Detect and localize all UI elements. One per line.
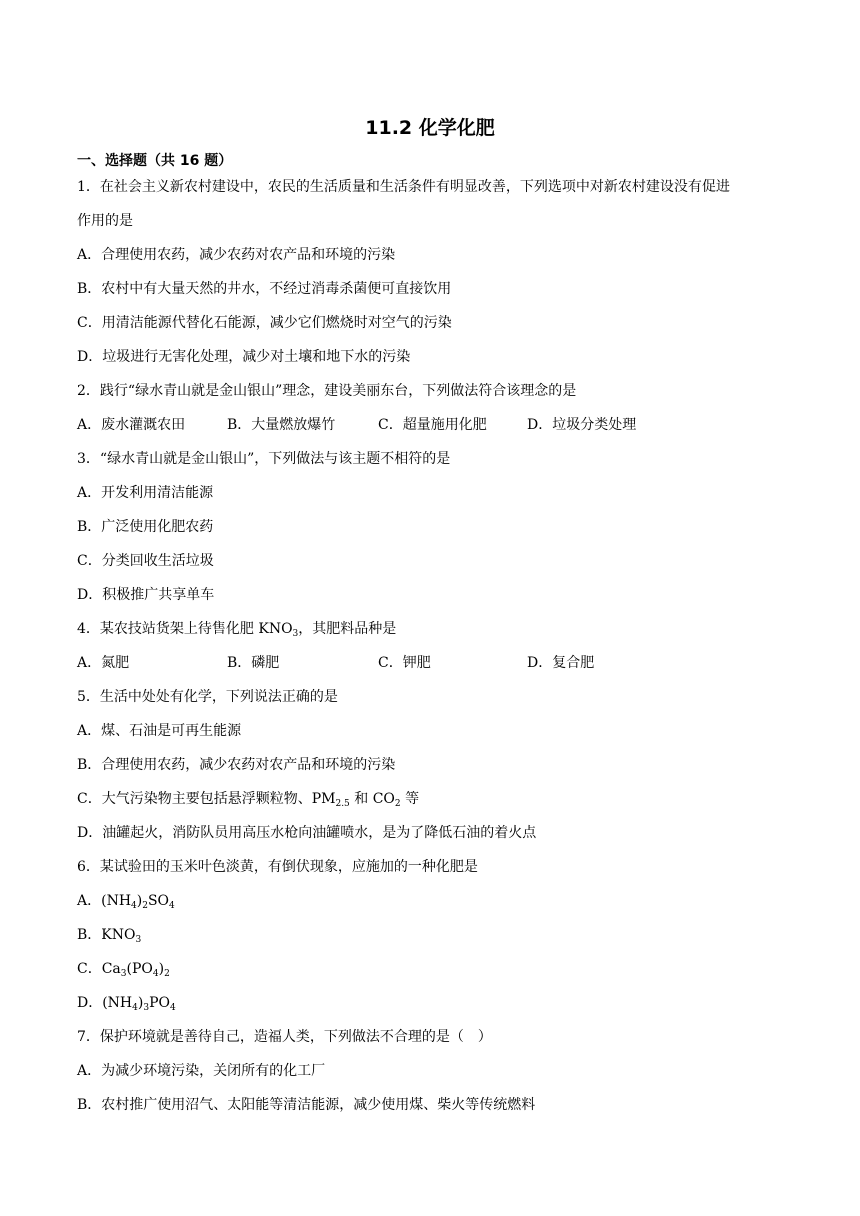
q6-a-part: SO — [147, 893, 170, 909]
q4-stem-sub: 3 — [292, 629, 299, 639]
q6-d-part: ) — [137, 995, 144, 1011]
q6-b-part: B．KNO — [77, 927, 136, 943]
q6-option-b — [77, 926, 141, 949]
q6-c-part: C．Ca — [77, 961, 121, 977]
q5-stem: 5．生活中处处有化学，下列说法正确的是 — [77, 689, 338, 705]
q6-a-part: ) — [136, 893, 143, 909]
q7-option-a: A．为减少环境污染，关闭所有的化工厂 — [77, 1063, 326, 1079]
q6-option-c — [77, 960, 170, 983]
q1-option-d: D．垃圾进行无害化处理，减少对土壤和地下水的污染 — [77, 349, 411, 365]
q1-option-c: C．用清洁能源代替化石能源，减少它们燃烧时对空气的污染 — [77, 315, 452, 331]
q5-option-a: A．煤、石油是可再生能源 — [77, 723, 242, 739]
q6-d-sub: 4 — [132, 1003, 138, 1013]
q5-c-pre: C．大气污染物主要包括悬浮颗粒物、PM — [77, 791, 336, 807]
q6-c-sub: 2 — [164, 969, 170, 979]
q6-option-a — [77, 892, 175, 915]
q6-d-sub: 4 — [170, 1003, 176, 1013]
q6-c-part: ) — [158, 961, 165, 977]
q3-stem: 3．“绿水青山就是金山银山”，下列做法与该主题不相符的是 — [77, 451, 451, 467]
section-heading: 一、选择题（共 16 题） — [77, 153, 233, 169]
q6-a-part: A．(NH — [77, 893, 132, 909]
q4-stem-pre: 4．某农技站货架上待售化肥 KNO — [77, 621, 293, 637]
q6-b-sub: 3 — [135, 935, 142, 945]
q6-d-sub: 3 — [143, 1003, 150, 1013]
q4-option-d: D．复合肥 — [527, 655, 595, 671]
q4-stem — [77, 620, 396, 643]
q5-option-c — [77, 790, 419, 813]
q3-option-a: A．开发利用清洁能源 — [77, 485, 214, 501]
page-title: 11.2 化学化肥 — [365, 117, 495, 139]
q4-option-b: B．磷肥 — [227, 655, 280, 671]
q3-option-b: B．广泛使用化肥农药 — [77, 519, 214, 535]
q6-stem: 6．某试验田的玉米叶色淡黄，有倒伏现象，应施加的一种化肥是 — [77, 859, 478, 875]
q2-option-d: D．垃圾分类处理 — [527, 417, 637, 433]
q6-d-part: D．(NH — [77, 995, 133, 1011]
q5-c-post: 等 — [400, 791, 420, 807]
q1-stem-line1: 1．在社会主义新农村建设中，农民的生活质量和生活条件有明显改善，下列选项中对新农村建设没有促进 — [77, 179, 730, 195]
q6-a-sub: 4 — [131, 901, 137, 911]
q6-a-sub: 4 — [169, 901, 175, 911]
q7-stem: 7．保护环境就是善待自己，造福人类，下列做法不合理的是（ ） — [77, 1029, 492, 1045]
q3-option-c: C．分类回收生活垃圾 — [77, 553, 214, 569]
q1-option-a: A．合理使用农药，减少农药对农产品和环境的污染 — [77, 247, 396, 263]
q5-c-sub1: 2.5 — [335, 799, 350, 809]
q3-option-d: D．积极推广共享单车 — [77, 587, 215, 603]
q7-option-b: B．农村推广使用沼气、太阳能等清洁能源，减少使用煤、柴火等传统燃料 — [77, 1097, 536, 1113]
q2-stem: 2．践行“绿水青山就是金山银山”理念，建设美丽东台，下列做法符合该理念的是 — [77, 383, 577, 399]
q6-a-sub: 2 — [142, 901, 148, 911]
q6-c-sub: 4 — [152, 969, 159, 979]
q4-stem-post: ，其肥料品种是 — [298, 621, 397, 637]
q1-stem-line2: 作用的是 — [77, 213, 133, 229]
q5-option-d: D．油罐起火，消防队员用高压水枪向油罐喷水，是为了降低石油的着火点 — [77, 825, 537, 841]
q1-option-b: B．农村中有大量天然的井水，不经过消毒杀菌便可直接饮用 — [77, 281, 452, 297]
q6-c-sub: 3 — [120, 969, 127, 979]
q6-c-part: (PO — [126, 961, 153, 977]
q5-c-sub2: 2 — [394, 799, 401, 809]
q5-c-mid: 和 CO — [349, 791, 395, 807]
q5-option-b: B．合理使用农药，减少农药对农产品和环境的污染 — [77, 757, 396, 773]
q4-option-a: A．氮肥 — [77, 655, 130, 671]
q2-option-c: C．超量施用化肥 — [378, 417, 487, 433]
q2-option-a: A．废水灌溉农田 — [77, 417, 186, 433]
q6-option-d — [77, 994, 176, 1017]
q2-option-b: B．大量燃放爆竹 — [227, 417, 336, 433]
q6-d-part: PO — [149, 995, 170, 1011]
q4-option-c: C．钾肥 — [378, 655, 431, 671]
